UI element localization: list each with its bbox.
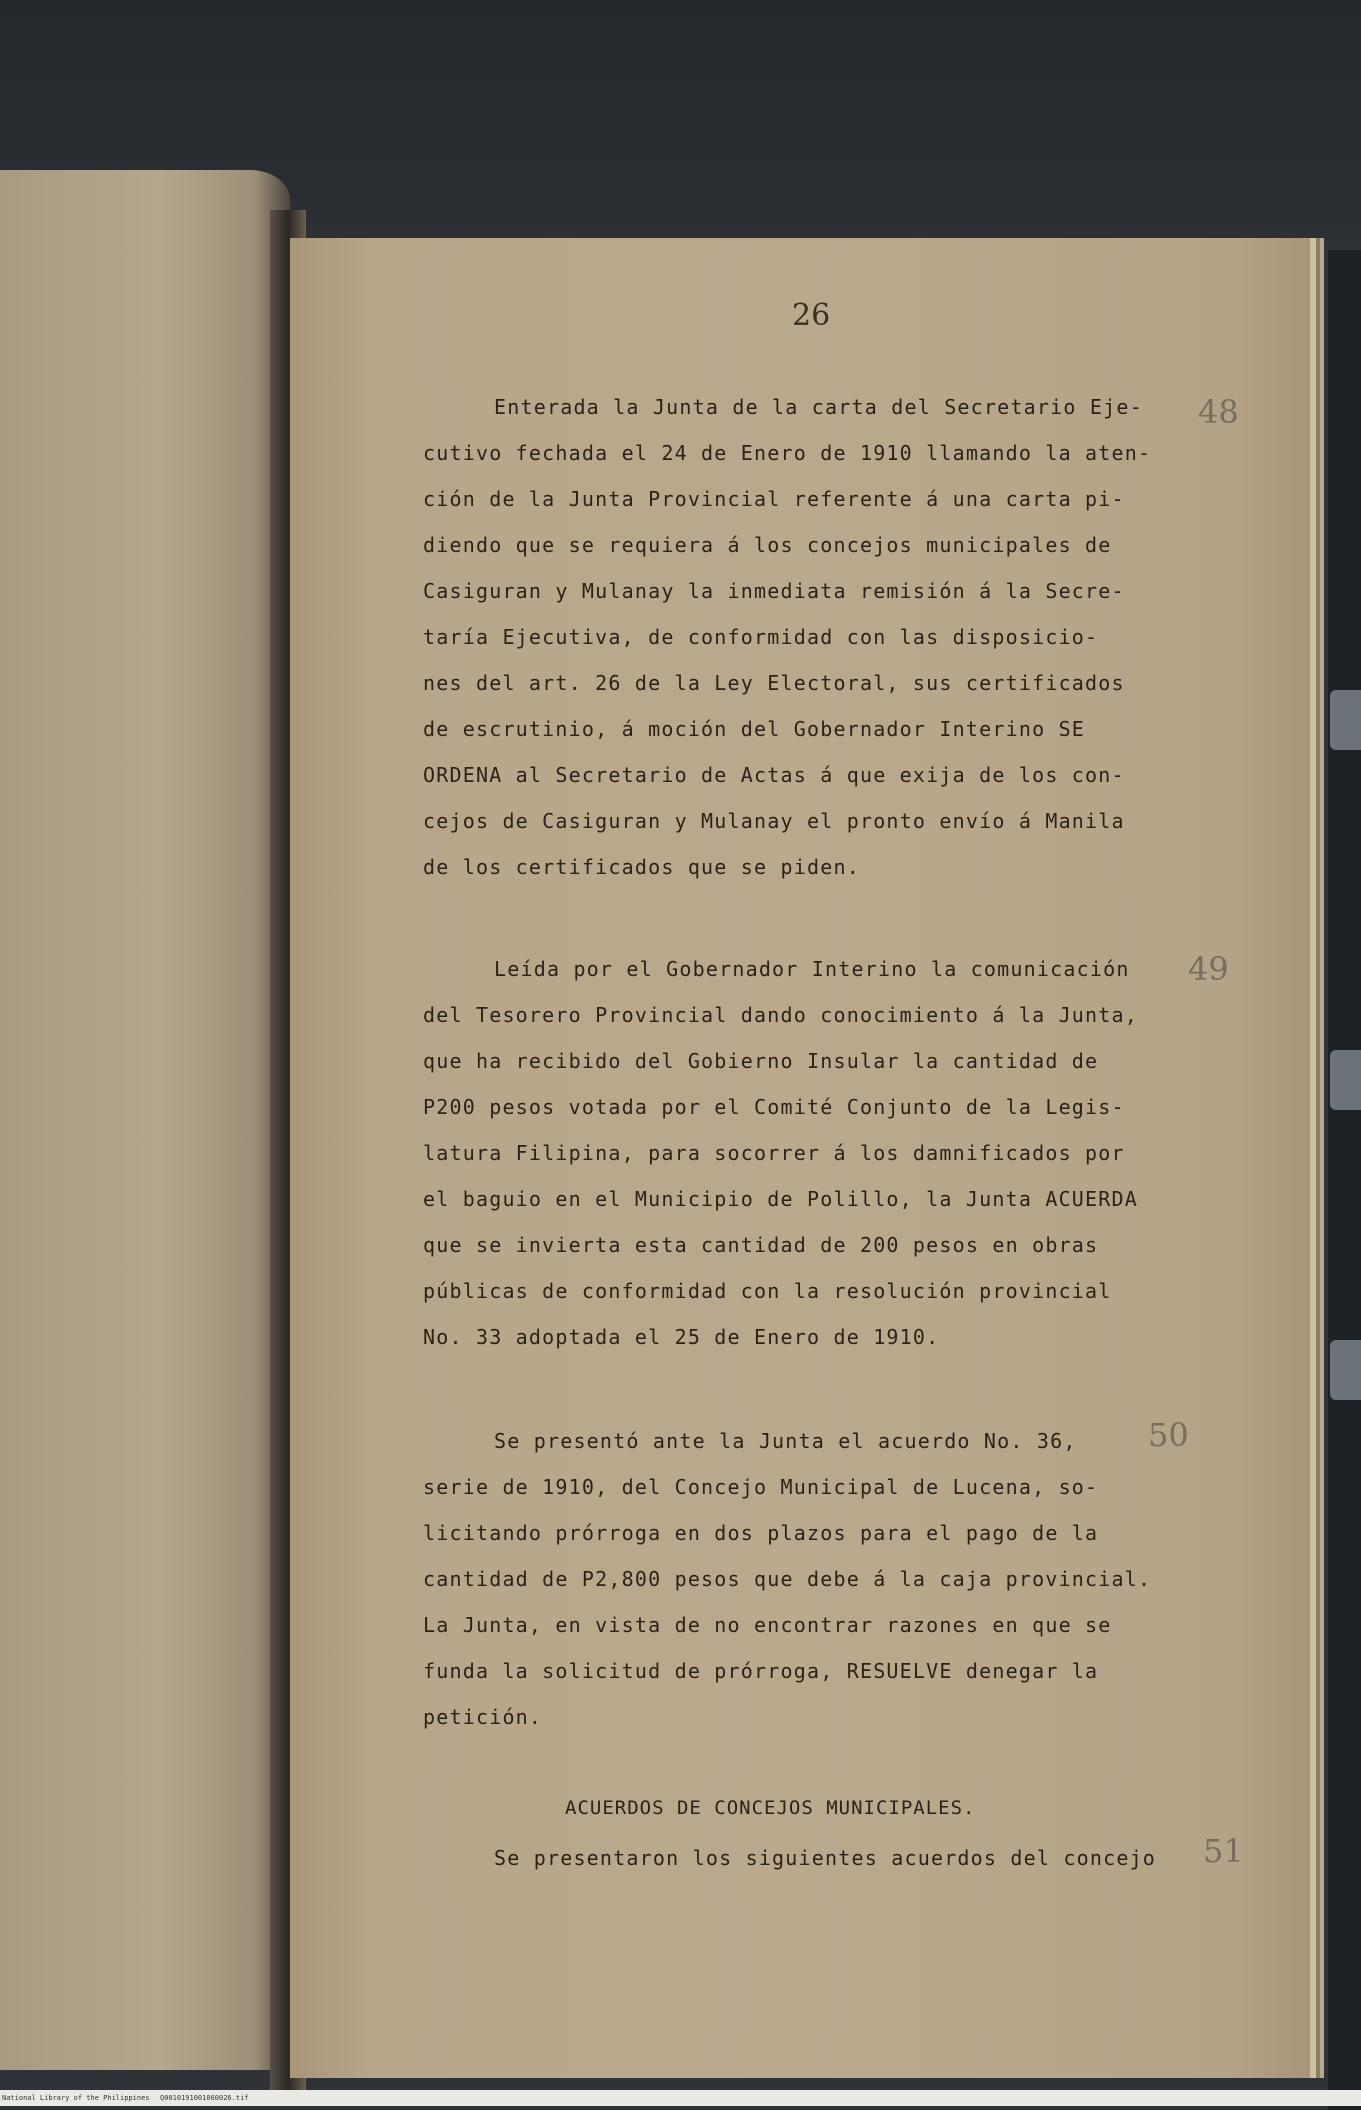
text-line: taría Ejecutiva, de conformidad con las disposicio- xyxy=(423,625,1099,649)
text-line: que ha recibido del Gobierno Insular la cantidad de xyxy=(423,1049,1099,1073)
section-heading: ACUERDOS DE CONCEJOS MUNICIPALES. xyxy=(565,1797,976,1819)
text-line: del Tesorero Provincial dando conocimiento á la Junta, xyxy=(423,1003,1139,1027)
margin-number: 49 xyxy=(1188,950,1229,988)
text-line: de los certificados que se piden. xyxy=(423,855,860,879)
text-line: ción de la Junta Provincial referente á una carta pi- xyxy=(423,487,1125,511)
text-line: La Junta, en vista de no encontrar razones en que se xyxy=(423,1613,1112,1637)
margin-number: 48 xyxy=(1198,393,1239,431)
page-edge-shadow xyxy=(1328,250,1361,2110)
text-line: cantidad de P2,800 pesos que debe á la caja provincial. xyxy=(423,1567,1152,1591)
text-line: P200 pesos votada por el Comité Conjunto de la Legis- xyxy=(423,1095,1125,1119)
binder-tab xyxy=(1330,1340,1361,1400)
text-line: cejos de Casiguran y Mulanay el pronto envío á Manila xyxy=(423,809,1125,833)
margin-number: 50 xyxy=(1148,1416,1189,1454)
text-line: Leída por el Gobernador Interino la comunicación xyxy=(494,957,1130,981)
footer-right: Q0010191001060026.tif xyxy=(160,2094,249,2102)
paragraph-48 xyxy=(423,384,1151,890)
text-line: Casiguran y Mulanay la inmediata remisión á la Secre- xyxy=(423,579,1125,603)
text-line: petición. xyxy=(423,1705,543,1729)
text-line: funda la solicitud de prórroga, RESUELVE denegar la xyxy=(423,1659,1099,1683)
paragraph-49 xyxy=(423,946,1138,1360)
binder-tab xyxy=(1330,1050,1361,1110)
text-line: No. 33 adoptada el 25 de Enero de 1910. xyxy=(423,1325,940,1349)
footer-left: National Library of the Philippines xyxy=(2,2094,150,2102)
text-line: serie de 1910, del Concejo Municipal de Lucena, so- xyxy=(423,1475,1099,1499)
text-line: nes del art. 26 de la Ley Electoral, sus certificados xyxy=(423,671,1125,695)
text-line: de escrutinio, á moción del Gobernador Interino SE xyxy=(423,717,1086,741)
text-line: licitando prórroga en dos plazos para el pago de la xyxy=(423,1521,1099,1545)
text-line: latura Filipina, para socorrer á los damnificados por xyxy=(423,1141,1125,1165)
text-line: ORDENA al Secretario de Actas á que exija de los con- xyxy=(423,763,1125,787)
scan-footer xyxy=(0,2090,1361,2106)
text-line: el baguio en el Municipio de Polillo, la Junta ACUERDA xyxy=(423,1187,1139,1211)
binder-tab xyxy=(1330,690,1361,750)
text-line: que se invierta esta cantidad de 200 pesos en obras xyxy=(423,1233,1099,1257)
last-paragraph-line: Se presentaron los siguientes acuerdos del concejo xyxy=(494,1846,1157,1870)
text-line: Se presentó ante la Junta el acuerdo No. 36, xyxy=(494,1429,1077,1453)
text-line: públicas de conformidad con la resolución provincial xyxy=(423,1279,1112,1303)
text-line: Enterada la Junta de la carta del Secretario Eje- xyxy=(494,395,1143,419)
text-line: diendo que se requiera á los concejos municipales de xyxy=(423,533,1112,557)
left-page xyxy=(0,170,290,2070)
margin-number: 51 xyxy=(1203,1832,1244,1870)
text-line: cutivo fechada el 24 de Enero de 1910 llamando la aten- xyxy=(423,441,1152,465)
paragraph-50 xyxy=(423,1418,1151,1740)
page-number: 26 xyxy=(792,298,831,333)
